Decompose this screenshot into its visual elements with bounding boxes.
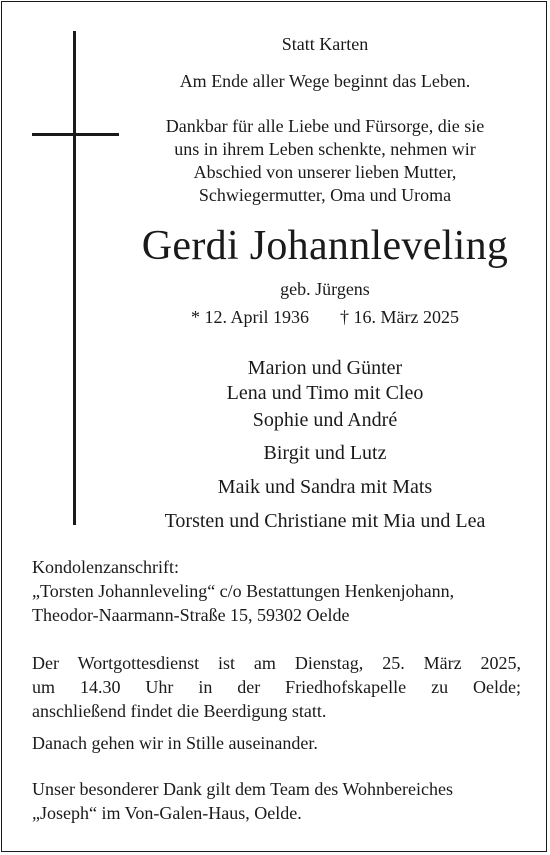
farewell-text: Danach gehen wir in Stille auseinander.	[32, 733, 318, 753]
cross-vertical-bar	[73, 31, 76, 525]
intro-line-2: uns in ihrem Leben schenkte, nehmen wir	[174, 139, 476, 159]
condolence-address-line-2: Theodor-Naarmann-Straße 15, 59302 Oelde	[32, 605, 350, 625]
intro-line-1: Dankbar für alle Liebe und Fürsorge, die sie	[165, 116, 485, 136]
deceased-name: Gerdi Johannleveling	[141, 223, 509, 269]
condolence-label: Kondolenzanschrift:	[32, 557, 179, 577]
service-line-2: um 14.30 Uhr in der Friedhofskapelle zu Oelde;	[32, 677, 521, 697]
motto: Am Ende aller Wege beginnt das Leben.	[179, 71, 471, 91]
family-member: Torsten und Christiane mit Mia und Lea	[164, 510, 486, 532]
cross-horizontal-bar	[32, 133, 119, 136]
condolence-block	[32, 555, 521, 627]
family-member: Birgit und Lutz	[263, 442, 387, 464]
birth-date: * 12. April 1936	[191, 307, 310, 327]
family-member: Maik und Sandra mit Mats	[217, 476, 433, 498]
birth-name: geb. Jürgens	[280, 279, 370, 299]
thanks-line-1: Unser besonderer Dank gilt dem Team des Wohnbereiches	[32, 779, 453, 799]
family-member: Marion und Günter	[247, 357, 403, 379]
life-dates	[118, 305, 532, 329]
family-member: Sophie und André	[252, 409, 398, 431]
intro-line-4: Schwiegermutter, Oma und Uroma	[198, 185, 452, 205]
service-line-1: Der Wortgottesdienst ist am Dienstag, 25. März 2025,	[32, 653, 521, 673]
condolence-address-line-1: „Torsten Johannleveling“ c/o Bestattungen Henkenjohann,	[32, 581, 455, 601]
service-line-3: anschließend findet die Beerdigung statt.	[32, 701, 327, 721]
thanks-line-2: „Joseph“ im Von-Galen-Haus, Oelde.	[32, 803, 302, 823]
thanks-block	[32, 777, 521, 825]
intro-line-3: Abschied von unserer lieben Mutter,	[193, 162, 457, 182]
service-info	[32, 651, 521, 723]
death-date: † 16. März 2025	[340, 307, 459, 327]
statt-karten: Statt Karten	[281, 34, 369, 54]
family-member: Lena und Timo mit Cleo	[226, 382, 424, 404]
